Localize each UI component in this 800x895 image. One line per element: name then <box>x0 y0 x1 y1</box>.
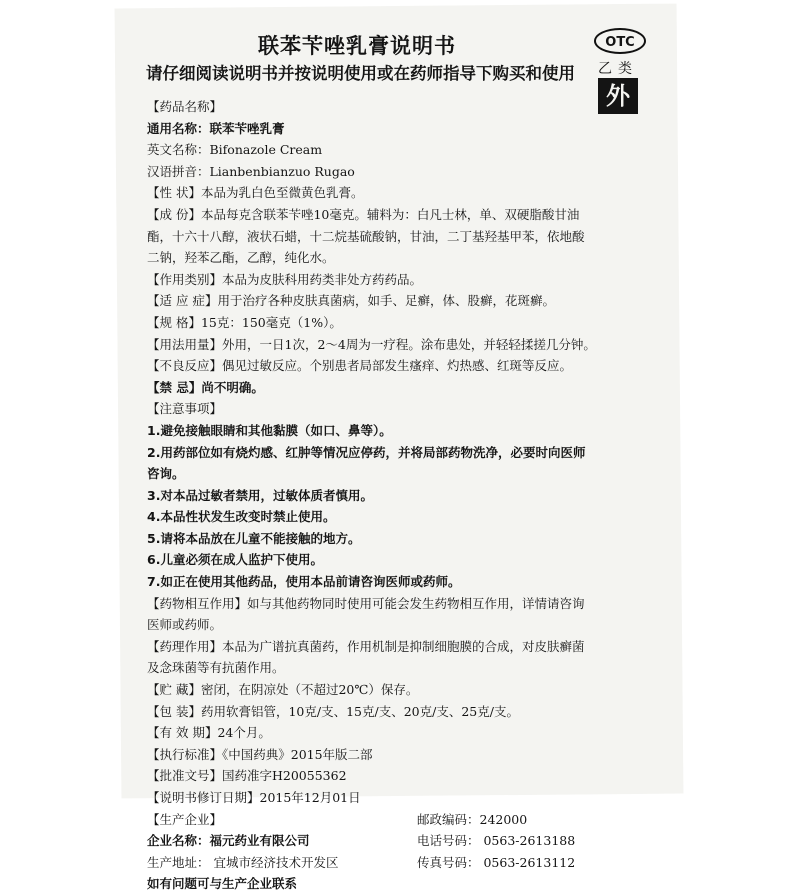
standard-field: 【执行标准】《中国药典》2015年版二部 <box>147 746 373 762</box>
manufacturer-row <box>147 830 593 852</box>
drug-name-heading: 【药品名称】 <box>147 99 223 114</box>
pinyin-name: 汉语拼音：Lianbenbianzuo Rugao <box>147 163 355 179</box>
contraindications-field: 【禁 忌】尚不明确。 <box>147 379 264 395</box>
dosage-field: 【用法用量】外用，一日1次，2～4周为一疗程。涂布患处，并轻轻揉搓几分钟。 <box>147 336 596 352</box>
fax-number: 传真号码： 0563-2613112 <box>417 854 576 870</box>
action-category-field: 【作用类别】本品为皮肤科用药类非处方药药品。 <box>147 271 423 287</box>
interactions-field: 【药物相互作用】如与其他药物同时使用可能会发生药物相互作用，详情请咨询医师或药师。 <box>147 595 585 633</box>
document-title: 联苯苄唑乳膏说明书 <box>258 34 456 58</box>
production-address: 生产地址： 宜城市经济技术开发区 <box>147 854 339 870</box>
indications-field: 【适 应 症】用于治疗各种皮肤真菌病，如手、足癣，体、股癣，花斑癣。 <box>147 293 555 309</box>
precautions-heading: 【注意事项】 <box>147 401 223 417</box>
otc-category-label: 乙类 <box>598 61 638 77</box>
precaution-item: 6.儿童必须在成人监护下使用。 <box>147 552 323 568</box>
manufacturer-row <box>147 852 593 874</box>
precaution-item: 7.如正在使用其他药品，使用本品前请咨询医师或药师。 <box>147 574 461 590</box>
precaution-item: 2.用药部位如有烧灼感、红肿等情况应停药，并将局部药物洗净，必要时向医师咨询。 <box>147 444 586 482</box>
phone-number: 电话号码： 0563-2613188 <box>417 833 576 849</box>
composition-field: 【成 份】本品每克含联苯苄唑10毫克。辅料为：白凡士林，单、双硬脂酸甘油酯，十六十八醇，液状石蜡，十二烷基硫酸钠，甘油，二丁基羟基甲苯，依地酸二钠，羟苯乙酯，乙醇，纯化水。 <box>147 206 585 266</box>
english-name: 英文名称：Bifonazole Cream <box>147 142 323 158</box>
manufacturer-heading: 【生产企业】 <box>147 811 223 827</box>
adverse-reactions-field: 【不良反应】偶见过敏反应。个别患者局部发生瘙痒、灼热感、红斑等反应。 <box>147 358 573 374</box>
pharmacology-field: 【药理作用】本品为广谱抗真菌药，作用机制是抑制细胞膜的合成，对皮肤癣菌及念珠菌等有抗菌作用。 <box>147 638 585 676</box>
document-subtitle: 请仔细阅读说明书并按说明使用或在药师指导下购买和使用 <box>146 64 575 83</box>
manufacturer-row <box>147 809 593 831</box>
postcode: 邮政编码：242000 <box>417 811 528 827</box>
otc-badge: OTC <box>594 28 646 54</box>
approval-number-field: 【批准文号】国药准字H20055362 <box>147 768 347 784</box>
company-name: 企业名称：福元药业有限公司 <box>147 833 310 849</box>
validity-field: 【有 效 期】24个月。 <box>147 725 271 741</box>
precaution-item: 3.对本品过敏者禁用，过敏体质者慎用。 <box>147 487 373 503</box>
leaflet-body <box>147 96 596 895</box>
character-field: 【性 状】本品为乳白色至微黄色乳膏。 <box>147 185 364 201</box>
precaution-item: 1.避免接触眼睛和其他黏膜（如口、鼻等）。 <box>147 422 392 438</box>
packaging-field: 【包 装】药用软膏铝管，10克/支、15克/支、20克/支、25克/支。 <box>147 703 519 719</box>
common-name: 通用名称：联苯苄唑乳膏 <box>147 120 285 136</box>
external-use-mark: 外 <box>598 78 638 114</box>
specification-field: 【规 格】15克：150毫克（1%）。 <box>147 314 342 330</box>
revision-date-field: 【说明书修订日期】2015年12月01日 <box>147 790 361 805</box>
contact-footer: 如有问题可与生产企业联系 <box>147 876 298 892</box>
precaution-item: 4.本品性状发生改变时禁止使用。 <box>147 509 336 525</box>
precaution-item: 5.请将本品放在儿童不能接触的地方。 <box>147 530 361 546</box>
storage-field: 【贮 藏】密闭，在阴凉处（不超过20℃）保存。 <box>147 682 419 698</box>
